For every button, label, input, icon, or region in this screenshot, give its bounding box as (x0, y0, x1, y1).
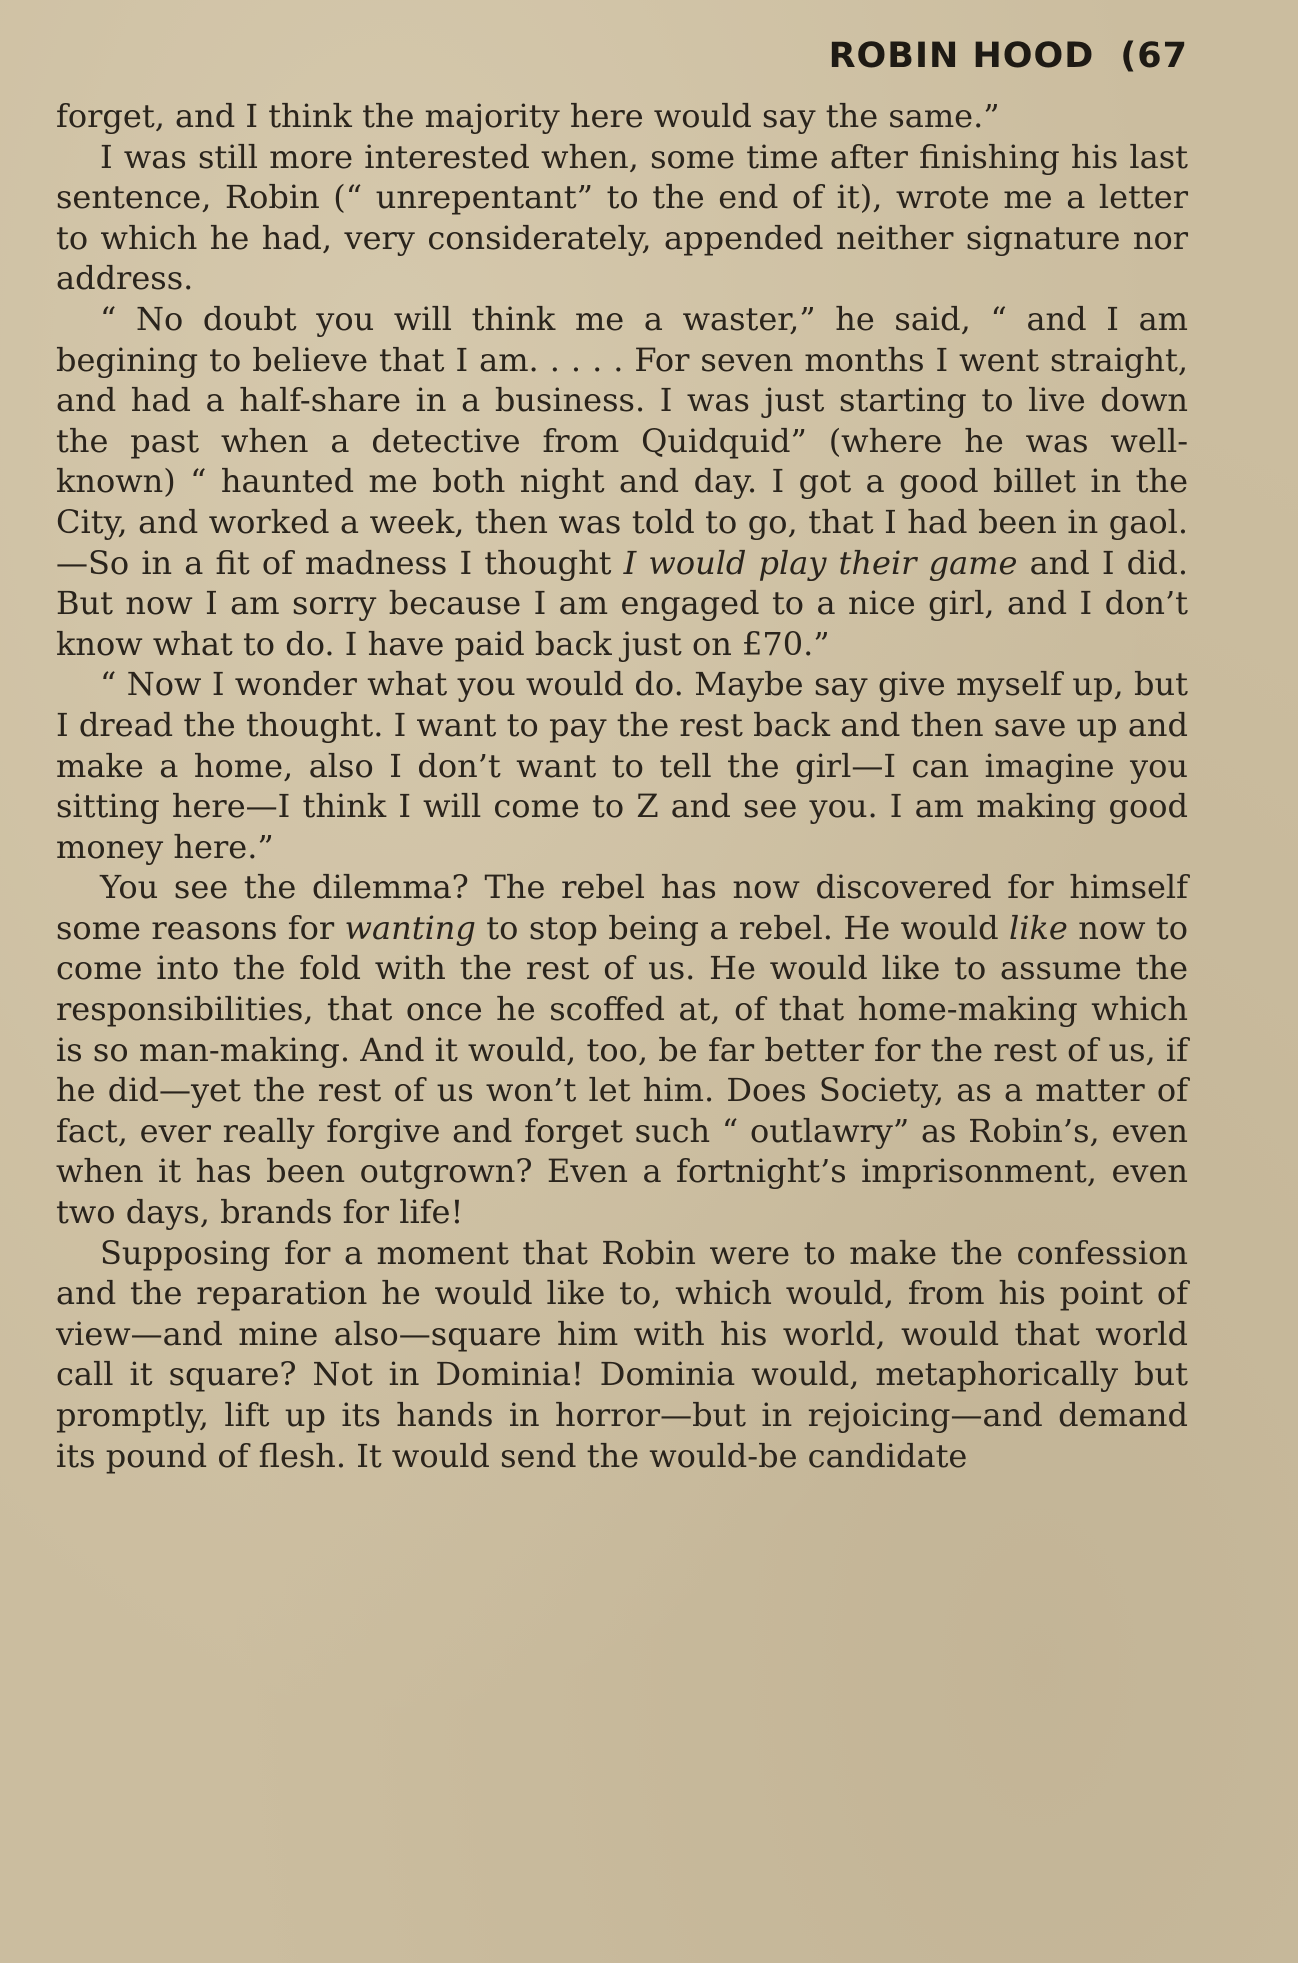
body-text (56, 96, 1188, 1476)
paragraph-5-italic-b: like (1009, 908, 1068, 947)
paragraph-3-text-b: and I did. But now I am sorry because I am engaged to a nice girl, and I don’t know what to do. I have paid back just on £70.” (56, 543, 1188, 663)
paragraph-2 (56, 137, 1188, 299)
paragraph-5-text-b: to stop being a rebel. He would (475, 908, 1010, 947)
running-head-title: ROBIN HOOD (828, 36, 1095, 76)
paragraph-1-text: forget, and I think the majority here would say the same.” (56, 97, 1000, 135)
paragraph-5-italic-a: wanting (344, 908, 476, 947)
paragraph-3 (56, 299, 1188, 664)
paragraph-1 (56, 96, 1188, 137)
paragraph-5-text-a: You see the dilemma? The rebel has now discovered for himself some reasons for (56, 868, 1188, 947)
paragraph-6 (56, 1233, 1188, 1477)
paragraph-5-text-c: now to come into the fold with the rest of us. He would like to assume the responsibilities, that once he scoffed at, of that home-making which is so man-making. And it would, too, be far better for the rest of us, if he did—yet the rest of us won’t let him. Does Society, as a matter of fact, ever really forgive and forget such “ outlawry” as Robin’s, even when it has been outgrown? Even a fortnight’s imprisonment, even two days, brands for life! (56, 908, 1189, 1232)
paragraph-4-text: “ Now I wonder what you would do. Maybe say give myself up, but I dread the thought. I want to pay the rest back and then save up and make a home, also I don’t want to tell the girl—I can imagine you sitting here—I think I will come to Z and see you. I am making good money here.” (56, 665, 1188, 866)
paragraph-6-text: Supposing for a moment that Robin were to make the confession and the reparation he would like to, which would, from his point of view—and mine also—square him with his world, would that world call it square? Not in Dominia! Dominia would, metaphorically but promptly, lift up its hands in horror—but in rejoicing—and demand its pound of flesh. It would send the would-be candidate (56, 1233, 1188, 1475)
paragraph-3-text-a: “ No doubt you will think me a waster,” he said, “ and I am begining to believe that I am. . . . . For seven months I went straight, and had a half-share in a business. I was just starting to live down the past when a detective from Quidquid” (where he was well-known) “ haunted me both night and day. I got a good billet in the City, and worked a week, then was told to go, that I had been in gaol.—So in a fit of madness I thought (56, 299, 1188, 582)
running-head (829, 36, 1188, 76)
paragraph-4 (56, 664, 1188, 867)
paragraph-3-italic: I would play their game (623, 543, 1018, 582)
paragraph-2-text: I was still more interested when, some time after finishing his last sentence, Robin (“ unrepentant” to the end of it), wrote me a letter to which he had, very considerately, appended neither signature nor address. (56, 137, 1188, 298)
paragraph-5 (56, 867, 1188, 1232)
page-number: (67 (1120, 36, 1188, 76)
